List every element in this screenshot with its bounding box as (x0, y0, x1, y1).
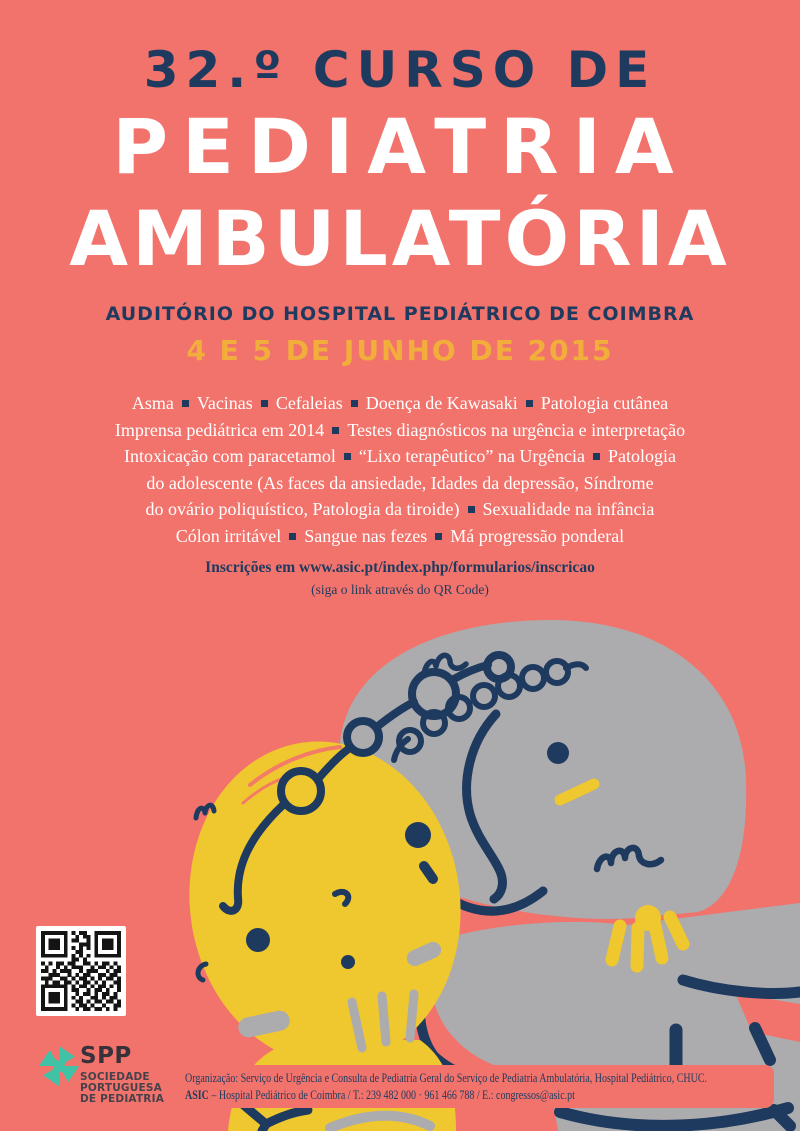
bullet-separator-icon (182, 400, 189, 407)
spp-name-line: SOCIEDADE (80, 1071, 150, 1083)
topic-text: Sangue nas fezes (304, 525, 428, 546)
topics-list (40, 390, 760, 549)
topic-text: Testes diagnósticos na urgência e interpretação (347, 419, 686, 440)
topic-text: Asma (131, 393, 174, 413)
bullet-separator-icon (332, 427, 339, 434)
organization-line: Organização: Serviço de Urgência e Consulta de Pediatria Geral do Serviço de Pediatria Ambulatória, Hospital Pediátrico, CHUC. (185, 1071, 707, 1085)
spp-name-line: PORTUGUESA (80, 1082, 162, 1094)
topic-text: Doença de Kawasaki (365, 393, 518, 413)
asic-label: ASIC (185, 1087, 209, 1102)
footer-text (185, 1070, 774, 1103)
topic-text: “Lixo terapêutico” na Urgência (358, 446, 585, 466)
dates-line: 4 E 5 DE JUNHO DE 2015 (186, 334, 614, 367)
title-ambulatoria: AMBULATÓRIA (69, 194, 731, 283)
contact-details: – Hospital Pediátrico de Coimbra / T.: 239 482 000 · 961 466 788 / E.: congressos@asic.pt (208, 1087, 575, 1102)
topic-text: Cefaleias (275, 393, 343, 413)
bullet-separator-icon (344, 453, 351, 460)
topic-text: Intoxicação com paracetamol (124, 446, 336, 466)
spp-name (80, 1072, 220, 1105)
topic-text: Sexualidade na infância (482, 499, 655, 519)
topics-line (40, 390, 760, 417)
registration-block (0, 556, 800, 600)
topic-text: do adolescente (As faces da ansiedade, Idades da depressão, Síndrome (146, 472, 654, 493)
footer-band (175, 1065, 774, 1108)
bullet-separator-icon (526, 400, 533, 407)
topics-line (40, 470, 760, 497)
topics-line (40, 443, 760, 470)
bullet-separator-icon (435, 533, 442, 540)
registration-note: (siga o link através do QR Code) (311, 582, 489, 597)
topic-text: Patologia (607, 446, 676, 466)
spp-pinwheel-icon (38, 1040, 80, 1092)
venue-line: AUDITÓRIO DO HOSPITAL PEDIÁTRICO DE COIMBRA (105, 303, 695, 325)
bullet-separator-icon (468, 506, 475, 513)
topic-text: do ovário poliquístico, Patologia da tiroide) (145, 499, 460, 519)
bullet-separator-icon (261, 400, 268, 407)
title-pediatria: PEDIATRIA (112, 102, 688, 191)
qr-code (36, 926, 126, 1016)
bullet-separator-icon (593, 453, 600, 460)
registration-url-line: Inscrições em www.asic.pt/index.php/formularios/inscricao (205, 559, 595, 576)
topic-text: Imprensa pediátrica em 2014 (114, 419, 325, 440)
topics-line (40, 523, 760, 550)
topic-text: Cólon irritável (175, 525, 282, 546)
topic-text: Vacinas (196, 393, 253, 413)
bullet-separator-icon (289, 533, 296, 540)
topics-line (40, 496, 760, 523)
topic-text: Má progressão ponderal (450, 525, 625, 546)
qr-code-icon (41, 931, 121, 1011)
topic-text: Patologia cutânea (540, 393, 669, 413)
spp-name-line: DE PEDIATRIA (80, 1093, 165, 1105)
bullet-separator-icon (351, 400, 358, 407)
contact-line (185, 1087, 774, 1104)
spp-acronym: SPP (80, 1043, 132, 1069)
topics-line (40, 417, 760, 444)
edition-line: 32.º CURSO DE (143, 41, 657, 99)
